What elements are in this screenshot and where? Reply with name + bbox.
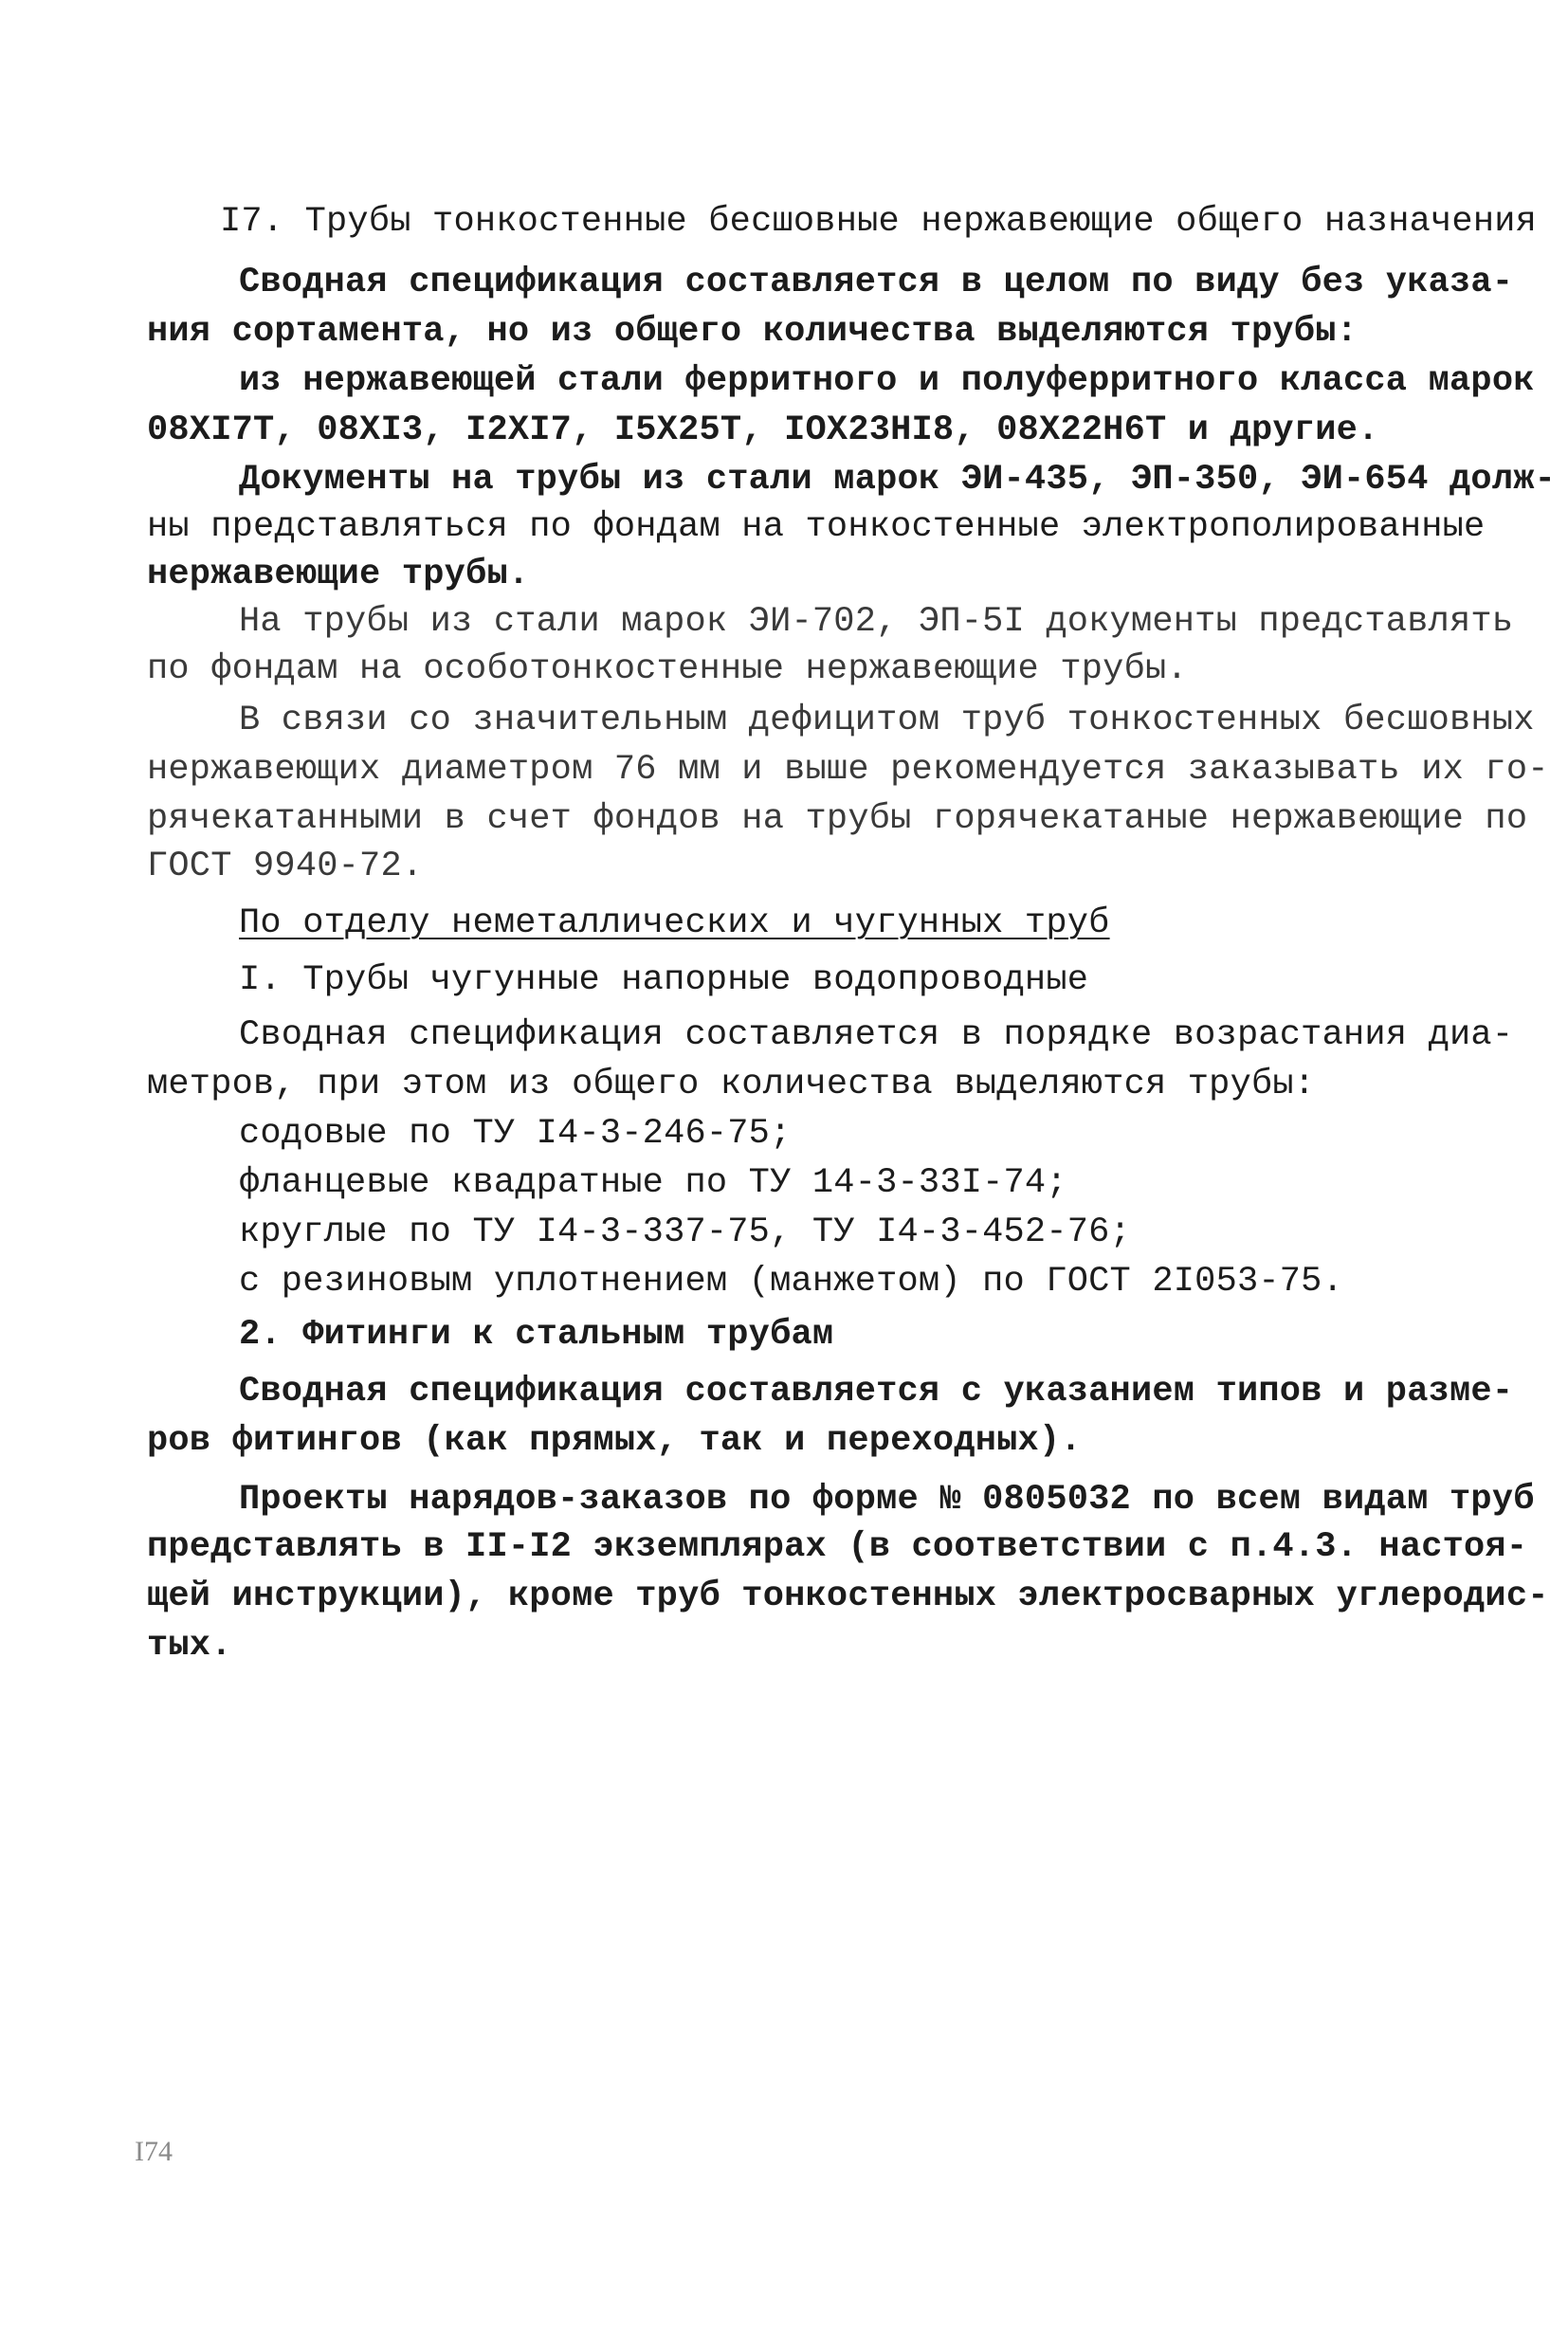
section-17-para5-line3: рячекатанными в счет фондов на трубы горячекатаные нержавеющие по	[147, 799, 1528, 839]
item-1-heading: I. Трубы чугунные напорные водопроводные	[239, 960, 1089, 1000]
item-2-heading: 2. Фитинги к стальным трубам	[239, 1315, 834, 1355]
section-17-para4-line1: На трубы из стали марок ЭИ-702, ЭП-5I документы представлять	[239, 602, 1514, 642]
item-1-list-item: содовые по ТУ I4-3-246-75;	[239, 1114, 792, 1154]
section-17-para5-line1: В связи со значительным дефицитом труб тонкостенных бесшовных	[239, 701, 1535, 740]
item-1-para-line2: метров, при этом из общего количества выделяются трубы:	[147, 1065, 1316, 1104]
closing-para-line1: Проекты нарядов-заказов по форме № 0805032 по всем видам труб	[239, 1480, 1535, 1520]
item-1-list-item: с резиновым уплотнением (манжетом) по ГОСТ 2I053-75.	[239, 1262, 1343, 1302]
item-1-list-item: фланцевые квадратные по ТУ 14-3-33I-74;	[239, 1163, 1067, 1203]
section-17-para3-line2: ны представляться по фондам на тонкостенные электрополированные	[147, 507, 1486, 547]
item-1-list-item: круглые по ТУ I4-3-337-75, ТУ I4-3-452-76;	[239, 1212, 1131, 1252]
section-17-para1-line2: ния сортамента, но из общего количества выделяются трубы:	[147, 312, 1358, 352]
section-17-heading: I7. Трубы тонкостенные бесшовные нержавеющие общего назначения	[220, 202, 1538, 242]
section-17-para5-line2: нержавеющих диаметром 76 мм и выше рекомендуется заказывать их го-	[147, 750, 1549, 790]
section-17-para2-line2: 08XI7T, 08XI3, I2XI7, I5X25T, IOX23HI8, 08X22H6T и другие.	[147, 410, 1379, 450]
section-17-para3-line3: нержавеющие трубы.	[147, 555, 530, 594]
page-number: I74	[135, 2136, 173, 2167]
closing-para-line3: щей инструкции), кроме труб тонкостенных электросварных углеродис-	[147, 1576, 1549, 1616]
item-1-para-line1: Сводная спецификация составляется в порядке возрастания диа-	[239, 1015, 1514, 1055]
closing-para-line2: представлять в II-I2 экземплярах (в соответствии с п.4.3. настоя-	[147, 1527, 1528, 1567]
closing-para-line4: тых.	[147, 1626, 232, 1666]
item-2-para-line1: Сводная спецификация составляется с указанием типов и разме-	[239, 1372, 1514, 1412]
section-17-para5-line4: ГОСТ 9940-72.	[147, 847, 424, 886]
section-17-para2-line1: из нержавеющей стали ферритного и полуферритного класса марок	[239, 361, 1535, 401]
section-17-para4-line2: по фондам на особотонкостенные нержавеющие трубы.	[147, 649, 1188, 689]
section-17-para1-line1: Сводная спецификация составляется в целом по виду без указа-	[239, 263, 1514, 302]
section-17-para3-line1: Документы на трубы из стали марок ЭИ-435, ЭП-350, ЭИ-654 долж-	[239, 460, 1557, 500]
item-2-para-line2: ров фитингов (как прямых, так и переходных).	[147, 1421, 1082, 1461]
department-heading: По отделу неметаллических и чугунных труб	[239, 903, 1110, 943]
